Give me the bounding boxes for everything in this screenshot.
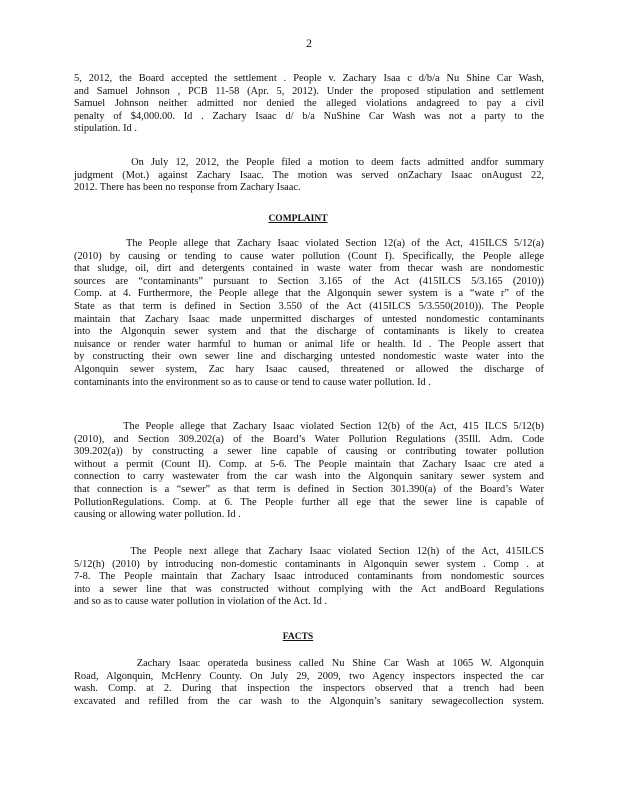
paragraph-settlement (74, 73, 544, 136)
text-line: PollutionRegulations. Comp. at 6. The People further all ege that the sewer line is capable of (74, 496, 544, 508)
text-line: The People next allege that Zachary Isaac violated Section 12(h) of the Act, 415ILCS (74, 546, 544, 557)
text-line: penalty of $4,000.00. Id . Zachary Isaac d/ b/a NuShine Car Wash was not a party to the (74, 110, 544, 122)
text-line: causing or allowing water pollution. Id . (74, 509, 241, 521)
text-line: that sludge, oil, dirt and detergents contained in waste water from thecar wash are nondomestic (74, 263, 544, 275)
text-line: connection to carry wastewater from the car wash into the Algonquin sanitary sewer system and (74, 471, 544, 483)
text-line: into the Algonquin sewer system and that the discharge of contaminants is likely to createa (74, 326, 544, 338)
text-line: nuisance or render water harmful to human or animal life or health. Id . The People assert that (74, 338, 544, 350)
text-line: wash. Comp. at 2. During that inspection the inspectors observed that a trench had been (74, 683, 544, 695)
heading-facts-text: FACTS (282, 632, 314, 642)
text-line: without a permit (Count II). Comp. at 5-6. The People maintain that Zachary Isaac cre ated a (74, 458, 544, 470)
paragraph-count-3 (74, 546, 544, 609)
text-line: Road, Algonquin, McHenry County. On July 29, 2009, two Agency inspectors inspected the car (74, 670, 544, 682)
text-line: Comp. at 4. Furthermore, the People allege that the Algonquin sewer system is a “wate r” of the (74, 288, 544, 300)
paragraph-count-2 (74, 421, 544, 522)
text-line: into a sewer line that was constructed without complying with the Act andBoard Regulations (74, 583, 544, 595)
text-line: maintain that Zachary Isaac made unpermitted discharges of untested nondomestic contaminants (74, 313, 544, 325)
text-line: and so as to cause water pollution in violation of the Act. Id . (74, 596, 328, 608)
heading-complaint-text: COMPLAINT (268, 214, 328, 224)
heading-complaint (0, 214, 618, 224)
text-line: Zachary Isaac operateda business called Nu Shine Car Wash at 1065 W. Algonquin (74, 658, 544, 669)
text-line: The People allege that Zachary Isaac violated Section 12(b) of the Act, 415 ILCS 5/12(b) (74, 421, 544, 432)
paragraph-facts (74, 658, 544, 708)
text-line: and Samuel Johnson , PCB 11-58 (Apr. 5, 2012). Under the proposed stipulation and settlement (74, 85, 544, 97)
text-line: 5, 2012, the Board accepted the settlement . People v. Zachary Isaa c d/b/a Nu Shine Car Wash, (74, 73, 544, 84)
text-line: stipulation. Id . (74, 123, 137, 135)
text-line: 2012. There has been no response from Zachary Isaac. (74, 182, 301, 194)
text-line: judgment (Mot.) against Zachary Isaac. The motion was served onZachary Isaac onAugust 22, (74, 169, 544, 181)
text-line: by constructing their own sewer line and discharging untested nondomestic waste water into the (74, 351, 544, 363)
text-line: (2010) by causing or tending to cause water pollution (Count I). Specifically, the People allege (74, 250, 544, 262)
text-line: Algonquin sewer system, Zac hary Isaac caused, threatened or allowed the discharge of (74, 363, 544, 375)
text-line: contaminants into the environment so as to cause or tend to cause water pollution. Id . (74, 376, 431, 388)
paragraph-count-1 (74, 238, 544, 389)
text-line: that connection is a “sewer” as that term is defined in Section 301.390(a) of the Board’s Water (74, 483, 544, 495)
paragraph-motion (74, 157, 544, 195)
page-number: 2 (306, 36, 312, 50)
text-line: 309.202(a)) by constructing a sewer line capable of causing or contributing towater pollution (74, 446, 544, 458)
text-line: State as that term is defined in Section 3.550 of the Act (415ILCS 5/3.550(2010)). The People (74, 300, 544, 312)
text-line: The People allege that Zachary Isaac violated Section 12(a) of the Act, 415ILCS 5/12(a) (74, 238, 544, 249)
text-line: Samuel Johnson neither admitted nor denied the alleged violations andagreed to pay a civil (74, 98, 544, 110)
text-line: sources are “contaminants” pursuant to Section 3.165 of the Act (415ILCS 5/3.165 (2010)) (74, 275, 544, 287)
text-line: 7-8. The People maintain that Zachary Isaac introduced contaminants from nondomestic sources (74, 571, 544, 583)
text-line: On July 12, 2012, the People filed a motion to deem facts admitted andfor summary (74, 157, 544, 168)
text-line: 5/12(h) (2010) by introducing non-domestic contaminants in Algonquin sewer system . Comp . at (74, 558, 544, 570)
text-line: (2010), and Section 309.202(a) of the Board’s Water Pollution Regulations (35Ill. Adm. Code (74, 433, 544, 445)
text-line: excavated and refilled from the car wash to the Algonquin’s sanitary sewagecollection system. (74, 695, 544, 707)
heading-facts (0, 632, 618, 642)
